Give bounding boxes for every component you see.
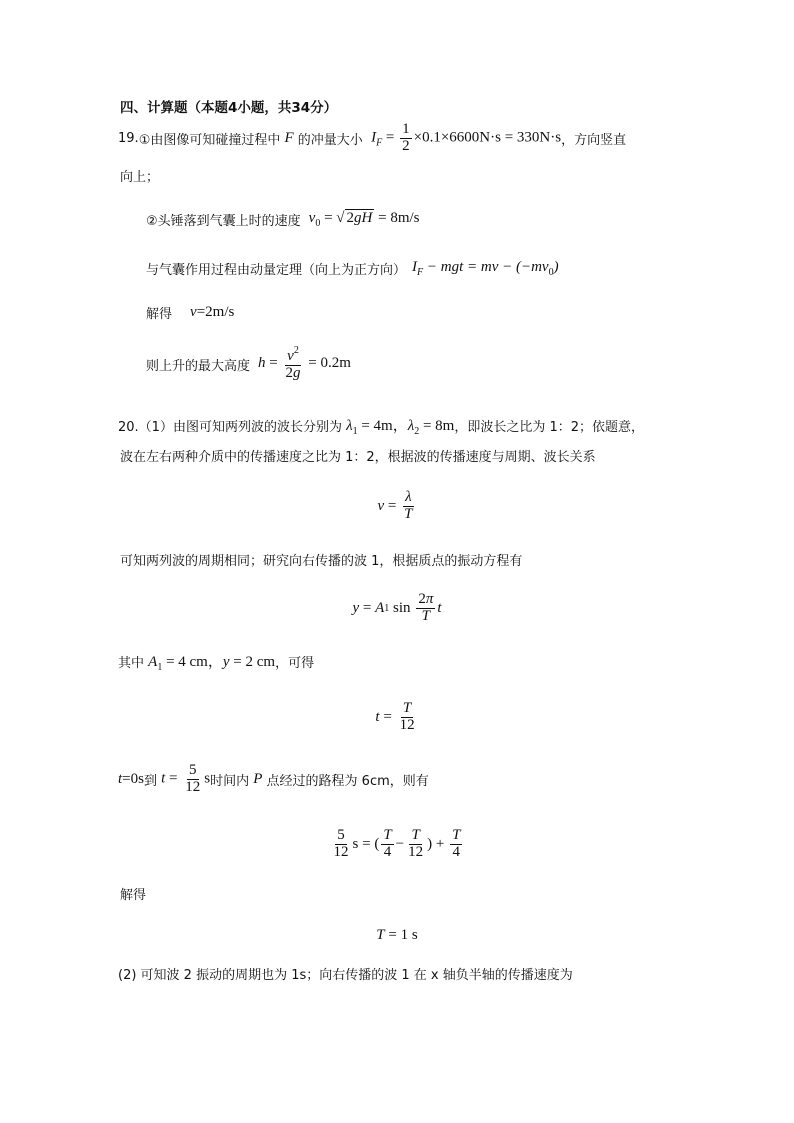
q20-line5 (118, 758, 429, 800)
q19-line1-text-b: 的冲量大小 (293, 132, 372, 148)
q20-line4 (118, 650, 314, 672)
q20-line3: 可知两列波的周期相同；研究向右传播的波 1，根据质点的振动方程有 (120, 554, 523, 569)
q20-eq5: T = 1 s (376, 926, 418, 943)
q19-result-v: v=2m/s (190, 303, 235, 320)
q19-line1-tail: ，方向竖直 (561, 132, 627, 148)
q19-line4 (146, 256, 559, 280)
q19-line3 (146, 206, 420, 232)
q20-eq4: $\frac{5}{12}$ s = ( $\frac{T}{4}$ − $\frac{T}{12}$ ) + $\frac{T}{4}$ (333, 826, 461, 860)
q20-line5-mid: 时间内 (210, 773, 254, 789)
q20-eq3: t = $\frac{T}{12}$ (375, 699, 415, 733)
q20-line6: 解得 (120, 888, 147, 903)
q20-line1 (118, 414, 644, 436)
q20-line4-prefix: 其中 (118, 655, 149, 671)
q20-line1-tail: ，即波长之比为 1：2；依题意， (454, 419, 645, 435)
q20-amplitude: $A_1 = 4$ cm，y = 2 cm (148, 653, 276, 673)
q20-eq1: v = $\frac{\lambda}{T}$ (377, 488, 413, 522)
q19-line6-text: 则上升的最大高度 (146, 358, 251, 374)
q20-wavelengths: $\lambda_1 = 4m$，$\lambda_2 = 8m$ (346, 417, 455, 437)
q20-eq2: y = A 1 sin $\frac{2\pi}{T}$ t (352, 590, 442, 624)
q19-line5-text: 解得 (146, 306, 173, 322)
q20-line2: 波在左右两种介质中的传播速度之比为 1：2，根据波的传播速度与周期、波长关系 (120, 450, 596, 465)
q20-line4-tail: ，可得 (275, 655, 315, 671)
q19-force-symbol: F (284, 129, 294, 146)
q19-velocity-formula: $v_0$ = √ 2gH = 8m/s (308, 210, 420, 229)
q20-line7: (2) 可知波 2 振动的周期也为 1s；向右传播的波 1 在 x 轴负半轴的传播速度为 (118, 968, 573, 983)
q20-point-p: P (253, 770, 263, 787)
q19-line1 (118, 120, 627, 154)
q19-line4-text: 与气囊作用过程由动量定理（向上为正方向） (146, 262, 407, 278)
q19-line6 (146, 344, 351, 384)
q19-line3-text: ②头锤落到气囊上时的速度 (146, 213, 301, 229)
q19-number: 19. (118, 130, 139, 146)
q19-line1-text: ①由图像可知碰撞过程中 (138, 132, 285, 148)
q20-line5-time: t = $\frac{5}{12}$ s (161, 761, 211, 795)
q19-momentum-formula: $I_F$ − mgt = mv − $(-mv_0)$ (412, 258, 559, 278)
q20-line1-text: 20.（1）由图可知两列波的波长分别为 (118, 419, 347, 435)
q20-line5-to: 到 (143, 773, 162, 789)
q20-line5-start: t=0s (118, 770, 144, 787)
q19-line2: 向上； (120, 170, 160, 185)
q19-height-formula: h = $\frac{v^2}{2g}$ = 0.2m (258, 345, 351, 381)
q19-line5 (146, 302, 234, 322)
q19-impulse-formula: $I_F$ = $\frac{1}{2}$ ×0.1×6600N·s = 330N·s (371, 120, 562, 154)
section-heading: 四、计算题（本题4小题，共34分） (120, 100, 338, 116)
q20-line5-tail: 点经过的路程为 6cm，则有 (262, 773, 429, 789)
